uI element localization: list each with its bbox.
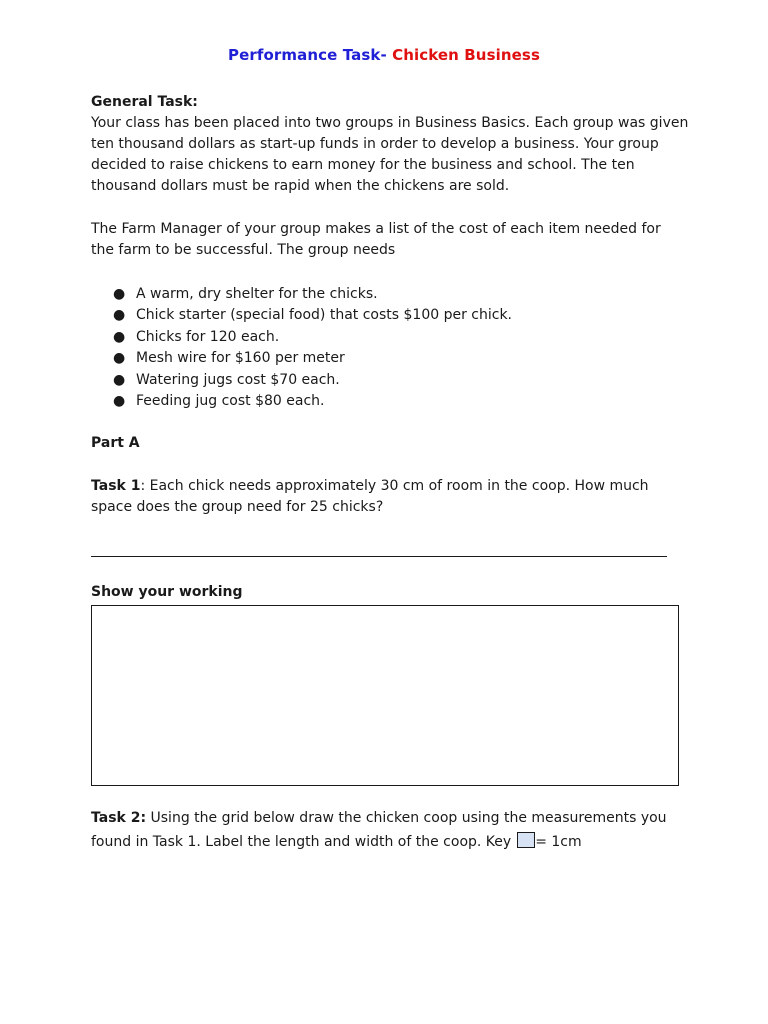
- list-item-text: Feeding jug cost $80 each.: [136, 393, 325, 410]
- list-item-text: Mesh wire for $160 per meter: [136, 350, 345, 367]
- show-working-heading: Show your working: [91, 584, 243, 600]
- list-item: [91, 305, 512, 326]
- farm-manager-paragraph: [91, 219, 691, 261]
- task-1-text: : Each chick needs approximately 30 cm of room in the coop. How much: [140, 478, 649, 494]
- answer-line[interactable]: [91, 556, 667, 557]
- paragraph-line: The Farm Manager of your group makes a list of the cost of each item needed for: [91, 221, 661, 237]
- paragraph-line: ten thousand dollars as start-up funds in order to develop a business. Your group: [91, 136, 659, 152]
- paragraph-line: thousand dollars must be rapid when the chickens are sold.: [91, 178, 510, 194]
- bullet-icon: ●: [113, 307, 126, 324]
- task-2-text: Using the grid below draw the chicken coop using the measurements you: [146, 810, 667, 826]
- bullet-icon: ●: [113, 393, 126, 410]
- part-a-heading: Part A: [91, 435, 140, 451]
- grid-key-square-icon: [517, 832, 535, 848]
- task-2-text: found in Task 1. Label the length and width of the coop. Key: [91, 834, 512, 850]
- needs-list: [91, 284, 512, 412]
- paragraph-line: decided to raise chickens to earn money for the business and school. The ten: [91, 157, 635, 173]
- list-item-text: Chicks for 120 each.: [136, 328, 280, 345]
- paragraph-line: the farm to be successful. The group needs: [91, 242, 396, 258]
- general-task-paragraph: [91, 113, 691, 197]
- list-item: [91, 284, 512, 305]
- title-part-performance-task: Performance Task-: [228, 46, 387, 64]
- list-item: [91, 370, 512, 391]
- list-item: [91, 391, 512, 412]
- bullet-icon: ●: [113, 371, 126, 388]
- general-task-heading: General Task:: [91, 94, 198, 110]
- list-item: [91, 327, 512, 348]
- list-item-text: A warm, dry shelter for the chicks.: [136, 286, 378, 302]
- bullet-icon: ●: [113, 328, 126, 345]
- working-box[interactable]: [91, 605, 679, 786]
- paragraph-line: Your class has been placed into two groups in Business Basics. Each group was given: [91, 115, 689, 131]
- list-item: [91, 348, 512, 369]
- task-2-line: [91, 830, 691, 854]
- list-item-text: Watering jugs cost $70 each.: [136, 371, 340, 388]
- title-part-chicken-business: Chicken Business: [392, 46, 540, 64]
- task-1-line: space does the group need for 25 chicks?: [91, 499, 384, 515]
- general-task-section: [91, 92, 691, 197]
- task-1-label: Task 1: [91, 478, 141, 494]
- task-2-label: Task 2:: [91, 810, 147, 826]
- grid-key-value: = 1cm: [535, 834, 582, 850]
- list-item-text: Chick starter (special food) that costs $100 per chick.: [136, 307, 513, 324]
- task-2-question: [91, 806, 691, 854]
- task-1-question: [91, 476, 691, 518]
- task-2-line: [91, 806, 691, 830]
- task-1-line: [91, 476, 691, 497]
- page-title: [0, 46, 768, 64]
- bullet-icon: ●: [113, 286, 126, 302]
- bullet-icon: ●: [113, 350, 126, 367]
